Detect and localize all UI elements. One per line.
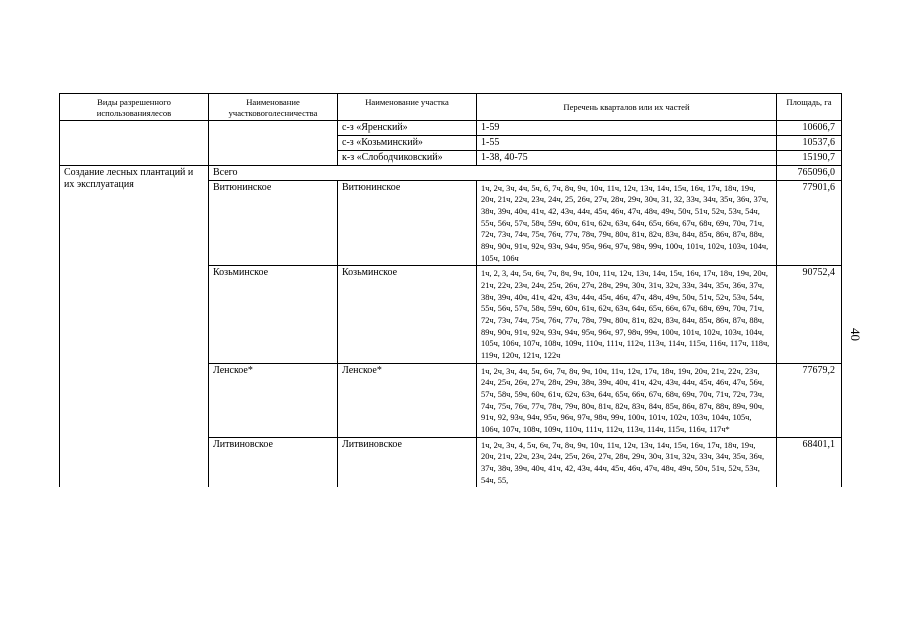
- site-cell: с-з «Яренский»: [338, 121, 477, 136]
- quarters-cell: 1-59: [477, 121, 777, 136]
- site-cell: Ленское*: [338, 363, 477, 437]
- quarters-cell: 1ч, 2ч, 3ч, 4ч, 5ч, 6ч, 7ч, 8ч, 9ч, 10ч, 11ч, 12ч, 17ч, 18ч, 19ч, 20ч, 21ч, 22ч, 23ч, 24ч, 25ч, 26ч, 27ч, 28ч, 29ч, 38ч, 39ч, 40ч, 41ч, 42ч, 43ч, 44ч, 45ч, 46ч, 47ч, 56ч, 57ч, 58ч, 59ч, 60ч, 61ч, 62ч, 63ч, 64ч, 65ч, 66ч, 67ч, 68ч, 69ч, 70ч, 71ч, 72ч, 73ч, 74ч, 75ч, 76ч, 77ч, 78ч, 79ч, 80ч, 81ч, 82ч, 83ч, 84ч, 85ч, 86ч, 87ч, 88ч, 89ч, 90ч, 91ч, 92, 93ч, 94ч, 95ч, 96ч, 97ч, 98ч, 99ч, 100ч, 101ч, 102ч, 103ч, 104ч, 105ч, 106ч, 107ч, 108ч, 109ч, 110ч, 111ч, 112ч, 113ч, 114ч, 115ч, 116ч, 117ч*: [477, 363, 777, 437]
- empty-cell: [209, 121, 338, 136]
- header-site-name: Наименование участка: [338, 94, 477, 121]
- empty-cell: [209, 151, 338, 166]
- header-area: Площадь, га: [777, 94, 842, 121]
- header-forestry-name: Наименование участковоголесничества: [209, 94, 338, 121]
- total-area-cell: 765096,0: [777, 165, 842, 180]
- quarters-cell: 1ч, 2, 3, 4ч, 5ч, 6ч, 7ч, 8ч, 9ч, 10ч, 11ч, 12ч, 13ч, 14ч, 15ч, 16ч, 17ч, 18ч, 19ч, 20ч, 21ч, 22ч, 23ч, 24ч, 25ч, 26ч, 27ч, 28ч, 29ч, 30ч, 31ч, 32ч, 33ч, 34ч, 35ч, 36ч, 37ч, 38ч, 39ч, 40ч, 41ч, 42ч, 43ч, 44ч, 45ч, 46ч, 47ч, 48ч, 49ч, 50ч, 51ч, 52ч, 53ч, 54ч, 55ч, 56ч, 57ч, 58ч, 59ч, 60ч, 61ч, 62ч, 63ч, 64ч, 65ч, 66ч, 67ч, 68ч, 69ч, 70ч, 71ч, 72ч, 73ч, 74ч, 75ч, 76ч, 77ч, 78ч, 79ч, 80ч, 81ч, 82ч, 83ч, 84ч, 85ч, 86ч, 87ч, 88ч, 89ч, 90ч, 91ч, 92ч, 93ч, 94ч, 95ч, 96ч, 97, 98ч, 99ч, 100ч, 101ч, 102ч, 103ч, 104ч, 105ч, 106ч, 107ч, 108ч, 109ч, 110ч, 111ч, 112ч, 113ч, 114ч, 115ч, 116ч, 117ч, 118ч, 119ч, 120ч, 121ч, 122ч: [477, 266, 777, 363]
- total-label-cell: Всего: [209, 165, 777, 180]
- use-type-cell: Создание лесных плантаций и их эксплуатация: [60, 165, 209, 487]
- table-row: [60, 151, 842, 166]
- table-header-row: [60, 94, 842, 121]
- empty-cell: [209, 136, 338, 151]
- table-row-total: [60, 165, 842, 180]
- quarters-cell: 1ч, 2ч, 3ч, 4, 5ч, 6ч, 7ч, 8ч, 9ч, 10ч, 11ч, 12ч, 13ч, 14ч, 15ч, 16ч, 17ч, 18ч, 19ч, 20ч, 21ч, 22ч, 23ч, 24ч, 25ч, 26ч, 27ч, 28ч, 29ч, 30ч, 31ч, 32ч, 33ч, 34ч, 35ч, 36ч, 37ч, 38ч, 39ч, 40ч, 41ч, 42, 43ч, 44ч, 45ч, 46ч, 47ч, 48ч, 49ч, 50ч, 51ч, 52ч, 53ч, 54ч, 55,: [477, 437, 777, 487]
- area-cell: 68401,1: [777, 437, 842, 487]
- quarters-cell: 1ч, 2ч, 3ч, 4ч, 5ч, 6, 7ч, 8ч, 9ч, 10ч, 11ч, 12ч, 13ч, 14ч, 15ч, 16ч, 17ч, 18ч, 19ч, 20ч, 21ч, 22ч, 23ч, 24ч, 25, 26ч, 27ч, 28ч, 29ч, 30ч, 31, 32, 33ч, 34ч, 35ч, 36ч, 37ч, 38ч, 39ч, 40ч, 41ч, 42, 43ч, 44ч, 45ч, 46ч, 47ч, 48ч, 49ч, 50ч, 51ч, 52ч, 53ч, 54ч, 55ч, 56ч, 57ч, 58ч, 59ч, 60ч, 61ч, 62ч, 63ч, 64ч, 65ч, 66ч, 67ч, 68ч, 69ч, 70ч, 71ч, 72ч, 73ч, 74ч, 75ч, 76ч, 77ч, 78ч, 79ч, 80ч, 81ч, 82ч, 83ч, 84ч, 85ч, 86ч, 87ч, 88ч, 89ч, 90ч, 91ч, 92ч, 93ч, 94ч, 95ч, 96ч, 97ч, 98ч, 99ч, 100ч, 101ч, 102ч, 103ч, 104ч, 105ч, 106ч: [477, 180, 777, 266]
- quarters-cell: 1-38, 40-75: [477, 151, 777, 166]
- area-cell: 10606,7: [777, 121, 842, 136]
- area-cell: 15190,7: [777, 151, 842, 166]
- forestry-cell: Витюнинское: [209, 180, 338, 266]
- site-cell: Витюнинское: [338, 180, 477, 266]
- forestry-cell: Козьминское: [209, 266, 338, 363]
- area-cell: 90752,4: [777, 266, 842, 363]
- forestry-cell: Литвиновское: [209, 437, 338, 487]
- area-cell: 77901,6: [777, 180, 842, 266]
- forestry-cell: Ленское*: [209, 363, 338, 437]
- table-row: [60, 136, 842, 151]
- header-use-type: Виды разрешенного использованиялесов: [60, 94, 209, 121]
- empty-cell: [60, 136, 209, 151]
- page-number: 40: [848, 328, 863, 341]
- site-cell: Литвиновское: [338, 437, 477, 487]
- table-row: [60, 121, 842, 136]
- site-cell: Козьминское: [338, 266, 477, 363]
- site-cell: с-з «Козьминский»: [338, 136, 477, 151]
- forest-use-table: [59, 93, 842, 487]
- header-quarters-list: Перечень кварталов или их частей: [477, 94, 777, 121]
- quarters-cell: 1-55: [477, 136, 777, 151]
- empty-cell: [60, 121, 209, 136]
- area-cell: 10537,6: [777, 136, 842, 151]
- empty-cell: [60, 151, 209, 166]
- area-cell: 77679,2: [777, 363, 842, 437]
- site-cell: к-з «Слободчиковский»: [338, 151, 477, 166]
